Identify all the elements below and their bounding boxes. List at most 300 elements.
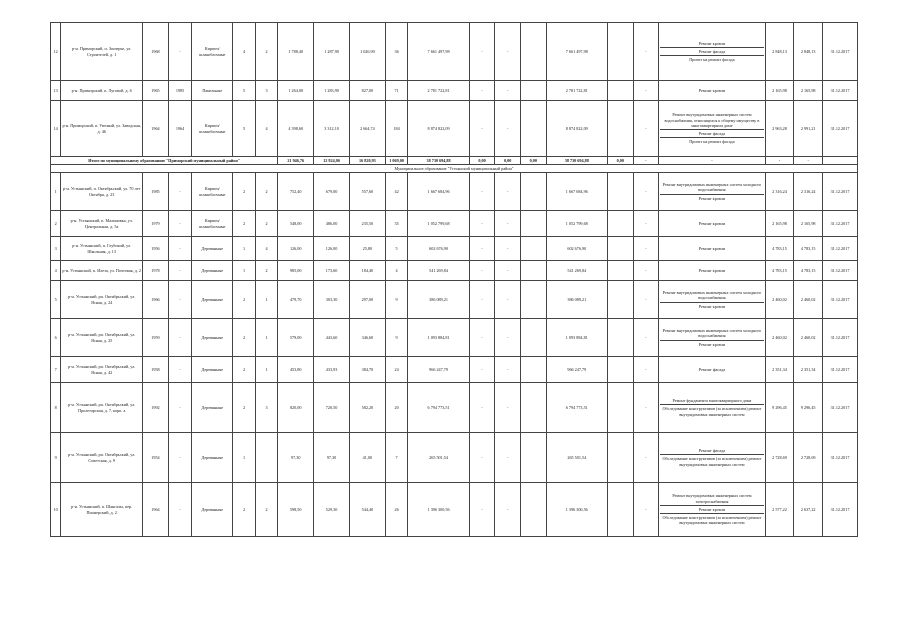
works-list-cell (659, 23, 766, 81)
wall-material-cell: Деревянные (192, 281, 233, 319)
table-body-total (51, 157, 858, 173)
fund-owners-cell: 2 781 722,81 (546, 81, 607, 101)
row-number: 14 (51, 101, 61, 157)
repair-cost-cell: 602 676,90 (408, 237, 469, 261)
fund-other-empty-cell (607, 101, 633, 157)
fund-local-cell (520, 319, 546, 357)
table-body-ustyansky (51, 173, 858, 537)
total-area-cell: 752,40 (278, 173, 314, 211)
unit-cost-cell: 2 460,02 (765, 281, 794, 319)
entrances-cell (255, 433, 278, 483)
total-works: - (633, 157, 659, 165)
table-row (51, 23, 858, 81)
max-unit-cost-cell: 2 460,02 (794, 281, 823, 319)
fund-regional-cell: - (495, 81, 521, 101)
fund-regional-cell: - (495, 211, 521, 237)
total-area-1: 21 946,76 (278, 157, 314, 165)
address-cell: р-н. Устьянский, п. Глубокий, ул. Школьная, д. 13 (61, 237, 143, 261)
completion-date-cell: 31.12.2017 (823, 261, 858, 281)
unit-cost-cell: 4 783,15 (765, 237, 794, 261)
address-cell: р-н. Приморский, п. Уютный, ул. Заводская, д. 46 (61, 101, 143, 157)
owned-area-cell: 184,40 (349, 261, 385, 281)
fund-federal-cell: - (469, 101, 495, 157)
floors-cell: 2 (233, 173, 256, 211)
fund-other-empty-cell (607, 357, 633, 383)
build-year-cell: 1968 (143, 23, 169, 81)
completion-date-cell: 31.12.2017 (823, 483, 858, 537)
unit-cost-cell: 2 316,24 (765, 173, 794, 211)
build-year-cell: 1956 (143, 237, 169, 261)
total-unit-cost-2: - (765, 157, 794, 165)
residents-cell: 71 (385, 81, 408, 101)
table-row (51, 173, 858, 211)
unit-cost-cell: 2 351,34 (765, 357, 794, 383)
total-fund-4: 38 730 694,88 (546, 157, 607, 165)
max-unit-cost-cell: 2 165,98 (794, 81, 823, 101)
living-area-cell: 720,50 (314, 383, 350, 433)
work-item: Ремонт кровли (698, 245, 726, 251)
works-list-cell (659, 319, 766, 357)
total-empty-cell (823, 157, 858, 165)
municipality-header-row (51, 165, 858, 173)
total-area-cell: 97,30 (278, 433, 314, 483)
fund-other-cell: - (633, 211, 659, 237)
total-row (51, 157, 858, 165)
fund-federal-cell: - (469, 281, 495, 319)
completion-date-cell: 31.12.2017 (823, 81, 858, 101)
owned-area-cell: 582,20 (349, 383, 385, 433)
work-item: Обследование конструктивов (за исключением) ремонт внутридомовых инженерных систем (660, 454, 764, 468)
total-area-cell: 4 398,60 (278, 101, 314, 157)
fund-local-cell (520, 23, 546, 81)
entrances-cell: 2 (255, 23, 278, 81)
total-area-cell: 453,80 (278, 357, 314, 383)
unit-cost-cell: 2 963,28 (765, 101, 794, 157)
fund-regional-cell: - (495, 101, 521, 157)
completion-date-cell: 31.12.2017 (823, 281, 858, 319)
entrances-cell: 1 (255, 319, 278, 357)
build-year-cell: 1979 (143, 211, 169, 237)
work-item: Ремонт внутридомовых инженерных систем холодного водоснабжения (662, 290, 762, 301)
fund-regional-cell: - (495, 173, 521, 211)
residents-cell: 20 (385, 383, 408, 433)
fund-local-cell (520, 281, 546, 319)
repair-cost-cell: 1 052 799,68 (408, 211, 469, 237)
fund-owners-cell: 1 396 300,56 (546, 483, 607, 537)
living-area-cell: 486,00 (314, 211, 350, 237)
floors-cell: 5 (233, 81, 256, 101)
address-cell: р-н. Устьянский, рп. Октябрьский, ул. Ясная, д. 24 (61, 281, 143, 319)
floors-cell: 2 (233, 483, 256, 537)
fund-federal-cell: - (469, 211, 495, 237)
fund-other-empty-cell (607, 319, 633, 357)
fund-other-cell: - (633, 357, 659, 383)
max-unit-cost-cell: 2 316,24 (794, 173, 823, 211)
fund-other-empty-cell (607, 281, 633, 319)
wall-material-cell: Деревянные (192, 383, 233, 433)
fund-other-empty-cell (607, 261, 633, 281)
table-row (51, 319, 858, 357)
build-year-cell: 1964 (143, 483, 169, 537)
completion-date-cell: 31.12.2017 (823, 173, 858, 211)
repair-cost-cell: 2 781 722,81 (408, 81, 469, 101)
works-list-cell (659, 281, 766, 319)
living-area-cell: 529,30 (314, 483, 350, 537)
owned-area-cell: 557,60 (349, 173, 385, 211)
residents-cell: 9 (385, 281, 408, 319)
capital-repair-register-table (50, 22, 858, 537)
fund-federal-cell: - (469, 483, 495, 537)
completion-date-cell: 31.12.2017 (823, 237, 858, 261)
table-row (51, 101, 858, 157)
build-year-cell: 1985 (143, 173, 169, 211)
wall-material-cell: Кирпич/ шлакоблочные (192, 211, 233, 237)
fund-owners-cell: 7 661 497,98 (546, 23, 607, 81)
floors-cell: 2 (233, 319, 256, 357)
owned-area-cell: 2 664,74 (349, 101, 385, 157)
entrances-cell: 2 (255, 211, 278, 237)
build-year-cell: 1966 (143, 281, 169, 319)
fund-other-cell: - (633, 261, 659, 281)
wall-material-cell: Кирпич/ шлакоблочные (192, 101, 233, 157)
build-year-cell: 1992 (143, 383, 169, 433)
address-cell: р-н. Приморский, п. Луговой, д. 6 (61, 81, 143, 101)
fund-owners-cell: 602 676,90 (546, 237, 607, 261)
total-area-cell: 126,00 (278, 237, 314, 261)
max-unit-cost-cell: 4 783,15 (794, 237, 823, 261)
total-area-cell: 1 788,40 (278, 23, 314, 81)
living-area-cell: 3 312,10 (314, 101, 350, 157)
total-area-cell: 479,70 (278, 281, 314, 319)
works-list-cell (659, 383, 766, 433)
fund-other-cell: - (633, 173, 659, 211)
repair-cost-cell: 8 874 822,09 (408, 101, 469, 157)
total-unit-cost-1: - (659, 157, 766, 165)
living-area-cell: 679,00 (314, 173, 350, 211)
fund-regional-cell: - (495, 23, 521, 81)
work-item: Проект на ремонт фасада (660, 137, 764, 145)
fund-other-empty-cell (607, 23, 633, 81)
total-fund-5: 0,00 (607, 157, 633, 165)
reconstruction-year-cell: - (168, 319, 192, 357)
work-item: Ремонт кровли (698, 87, 726, 93)
reconstruction-year-cell: - (168, 23, 192, 81)
fund-other-empty-cell (607, 173, 633, 211)
completion-date-cell: 31.12.2017 (823, 433, 858, 483)
table-row (51, 383, 858, 433)
entrances-cell: 4 (255, 101, 278, 157)
wall-material-cell: Деревянные (192, 357, 233, 383)
floors-cell: 2 (233, 211, 256, 237)
entrances-cell: 2 (255, 173, 278, 211)
entrances-cell: 4 (255, 237, 278, 261)
wall-material-cell: Кирпич/ шлакоблочные (192, 173, 233, 211)
fund-owners-cell: 1 093 884,81 (546, 319, 607, 357)
living-area-cell: 433,93 (314, 357, 350, 383)
reconstruction-year-cell: - (168, 211, 192, 237)
repair-cost-cell: 966 247,79 (408, 357, 469, 383)
fund-federal-cell: - (469, 357, 495, 383)
reconstruction-year-cell: 1964 (168, 101, 192, 157)
living-area-cell: 1 287,90 (314, 23, 350, 81)
floors-cell: 2 (233, 357, 256, 383)
fund-other-cell: - (633, 433, 659, 483)
fund-other-empty-cell (607, 433, 633, 483)
fund-federal-cell: - (469, 237, 495, 261)
fund-other-empty-cell (607, 211, 633, 237)
repair-cost-cell: 7 661 497,98 (408, 23, 469, 81)
fund-federal-cell: - (469, 81, 495, 101)
work-item: Ремонт кровли (660, 340, 764, 348)
fund-federal-cell: - (469, 173, 495, 211)
row-number: 2 (51, 211, 61, 237)
completion-date-cell: 31.12.2017 (823, 383, 858, 433)
total-area-3: 16 820,93 (349, 157, 385, 165)
unit-cost-cell: 2 728,69 (765, 433, 794, 483)
fund-local-cell (520, 237, 546, 261)
fund-regional-cell: - (495, 357, 521, 383)
floors-cell: 1 (233, 433, 256, 483)
entrances-cell: 2 (255, 261, 278, 281)
reconstruction-year-cell: - (168, 357, 192, 383)
total-area-2: 12 924,06 (314, 157, 350, 165)
fund-other-empty-cell (607, 237, 633, 261)
works-list-cell (659, 173, 766, 211)
work-item: Ремонт внутридомовых инженерных систем холодного водоснабжения (662, 182, 762, 193)
fund-other-cell: - (633, 483, 659, 537)
wall-material-cell: Панельные (192, 81, 233, 101)
max-unit-cost-cell: 2 991,21 (794, 101, 823, 157)
completion-date-cell: 31.12.2017 (823, 101, 858, 157)
fund-other-cell: - (633, 23, 659, 81)
reconstruction-year-cell: 1985 (168, 81, 192, 101)
works-list-cell (659, 357, 766, 383)
residents-cell: 26 (385, 483, 408, 537)
entrances-cell: 3 (255, 383, 278, 433)
work-item: Ремонт фасада (660, 129, 764, 137)
row-number: 7 (51, 357, 61, 383)
works-list-cell (659, 81, 766, 101)
fund-other-cell: - (633, 319, 659, 357)
fund-other-empty-cell (607, 383, 633, 433)
work-item: Ремонт кровли (660, 302, 764, 310)
row-number: 10 (51, 483, 61, 537)
row-number: 5 (51, 281, 61, 319)
wall-material-cell: Деревянные (192, 319, 233, 357)
fund-owners-cell: 6 794 773,51 (546, 383, 607, 433)
repair-cost-cell: 1 093 884,81 (408, 319, 469, 357)
reconstruction-year-cell: - (168, 383, 192, 433)
floors-cell: 2 (233, 281, 256, 319)
row-number: 9 (51, 433, 61, 483)
row-number: 4 (51, 261, 61, 281)
fund-other-empty-cell (607, 483, 633, 537)
fund-other-cell: - (633, 383, 659, 433)
completion-date-cell: 31.12.2017 (823, 319, 858, 357)
row-number: 12 (51, 23, 61, 81)
address-cell: р-н. Устьянский, п. Илеза, ул. Почтовая, д. 2 (61, 261, 143, 281)
reconstruction-year-cell: - (168, 483, 192, 537)
total-area-cell: 820,00 (278, 383, 314, 433)
repair-cost-cell: 6 794 773,51 (408, 383, 469, 433)
wall-material-cell: Деревянные (192, 483, 233, 537)
owned-area-cell: 544,40 (349, 483, 385, 537)
address-cell: р-н. Устьянский, п. Октябрьский, ул. 70 лет Октября, д. 23 (61, 173, 143, 211)
work-item: Ремонт кровли (698, 220, 726, 226)
fund-other-cell: - (633, 81, 659, 101)
repair-cost-cell: 386 089,21 (408, 281, 469, 319)
owned-area-cell: 25,80 (349, 237, 385, 261)
work-item: Ремонт кровли (660, 194, 764, 202)
table-row (51, 433, 858, 483)
table-row (51, 211, 858, 237)
residents-cell: 4 (385, 261, 408, 281)
wall-material-cell: Деревянные (192, 261, 233, 281)
table-row (51, 237, 858, 261)
owned-area-cell: 1 026,90 (349, 23, 385, 81)
total-area-cell: 985,00 (278, 261, 314, 281)
table-row (51, 261, 858, 281)
living-area-cell: 303,30 (314, 281, 350, 319)
fund-local-cell (520, 483, 546, 537)
address-cell: р-н. Устьянский, рп. Октябрьский, ул. Советская, д. 9 (61, 433, 143, 483)
floors-cell: 4 (233, 23, 256, 81)
table-row (51, 81, 858, 101)
fund-other-cell: - (633, 237, 659, 261)
address-cell: р-н. Устьянский, п. Шангалы, пер. Пионерский, д. 2 (61, 483, 143, 537)
total-date: - (794, 157, 823, 165)
fund-owners-cell: 386 089,21 (546, 281, 607, 319)
fund-local-cell (520, 101, 546, 157)
row-number: 13 (51, 81, 61, 101)
table-row (51, 357, 858, 383)
entrances-cell: 2 (255, 483, 278, 537)
reconstruction-year-cell: - (168, 173, 192, 211)
entrances-cell: 3 (255, 81, 278, 101)
row-number: 3 (51, 237, 61, 261)
owned-area-cell: 827,00 (349, 81, 385, 101)
repair-cost-cell: 1 667 684,96 (408, 173, 469, 211)
fund-regional-cell: - (495, 281, 521, 319)
living-area-cell: 97,30 (314, 433, 350, 483)
residents-cell: 24 (385, 357, 408, 383)
fund-local-cell (520, 173, 546, 211)
fund-regional-cell: - (495, 237, 521, 261)
row-number: 1 (51, 173, 61, 211)
works-list-cell (659, 483, 766, 537)
fund-regional-cell: - (495, 319, 521, 357)
floors-cell: 5 (233, 101, 256, 157)
fund-other-empty-cell (607, 81, 633, 101)
total-fund-1: 0,00 (469, 157, 495, 165)
residents-cell: 9 (385, 319, 408, 357)
unit-cost-cell: 2 577,22 (765, 483, 794, 537)
table-row (51, 483, 858, 537)
owned-area-cell: 235,50 (349, 211, 385, 237)
residents-cell: 5 (385, 237, 408, 261)
build-year-cell: 1965 (143, 81, 169, 101)
unit-cost-cell: 2 165,98 (765, 211, 794, 237)
municipality-title: Муниципальное образование "Устьянский муниципальный район" (51, 165, 858, 173)
works-list-cell (659, 261, 766, 281)
max-unit-cost-cell: 2 351,34 (794, 357, 823, 383)
row-number: 8 (51, 383, 61, 433)
work-item: Ремонт внутридомовых инженерных систем электроснабжения (672, 493, 752, 504)
residents-cell: 36 (385, 23, 408, 81)
entrances-cell: 1 (255, 281, 278, 319)
max-unit-cost-cell: 2 728,69 (794, 433, 823, 483)
table-row (51, 281, 858, 319)
build-year-cell: 1958 (143, 357, 169, 383)
total-area-cell: 1 264,00 (278, 81, 314, 101)
max-unit-cost-cell: 2 460,02 (794, 319, 823, 357)
fund-federal-cell: - (469, 433, 495, 483)
unit-cost-cell: 4 783,15 (765, 261, 794, 281)
fund-regional-cell: - (495, 261, 521, 281)
fund-federal-cell: - (469, 319, 495, 357)
fund-regional-cell: - (495, 433, 521, 483)
completion-date-cell: 31.12.2017 (823, 211, 858, 237)
work-item: Ремонт фундамента многоквартирного дома (672, 398, 752, 404)
total-area-cell: 548,00 (278, 211, 314, 237)
fund-local-cell (520, 211, 546, 237)
fund-local-cell (520, 261, 546, 281)
fund-local-cell (520, 357, 546, 383)
max-unit-cost-cell: 2 165,98 (794, 211, 823, 237)
work-item: Проект на ремонт фасада (660, 55, 764, 63)
total-cost: 38 730 694,88 (408, 157, 469, 165)
reconstruction-year-cell: - (168, 237, 192, 261)
repair-cost-cell: 265 501,54 (408, 433, 469, 483)
residents-cell: 184 (385, 101, 408, 157)
owned-area-cell: 297,00 (349, 281, 385, 319)
repair-cost-cell: 1 396 300,56 (408, 483, 469, 537)
works-list-cell (659, 433, 766, 483)
work-item: Обследование конструктивов (за исключением) ремонт внутридомовых инженерных систем (660, 513, 764, 527)
living-area-cell: 173,60 (314, 261, 350, 281)
wall-material-cell: Деревянные (192, 237, 233, 261)
fund-federal-cell: - (469, 23, 495, 81)
unit-cost-cell: 2 848,13 (765, 23, 794, 81)
build-year-cell: 1978 (143, 261, 169, 281)
work-item: Ремонт кровли (698, 267, 726, 273)
work-item: Обследование конструктивов (за исключением) ремонт внутридомовых инженерных систем (660, 404, 764, 418)
entrances-cell: 1 (255, 357, 278, 383)
work-item: Ремонт кровли (698, 40, 726, 46)
reconstruction-year-cell: - (168, 261, 192, 281)
owned-area-cell: 346,60 (349, 319, 385, 357)
work-item: Ремонт фасада (660, 47, 764, 55)
floors-cell: 1 (233, 237, 256, 261)
address-cell: р-н. Устьянский, п. Малиновка, ул. Центральная, д. 5а (61, 211, 143, 237)
fund-regional-cell: - (495, 483, 521, 537)
reconstruction-year-cell: - (168, 281, 192, 319)
fund-owners-cell: 541 269,84 (546, 261, 607, 281)
reconstruction-year-cell: - (168, 433, 192, 483)
work-item: Ремонт фасада (698, 366, 726, 372)
row-number: 6 (51, 319, 61, 357)
max-unit-cost-cell: 2 637,22 (794, 483, 823, 537)
fund-regional-cell: - (495, 383, 521, 433)
total-fund-3: 0,00 (520, 157, 546, 165)
address-cell: р-н. Устьянский, рп. Октябрьский, ул. Ясная, д. 25 (61, 319, 143, 357)
fund-federal-cell: - (469, 383, 495, 433)
wall-material-cell: Деревянные (192, 433, 233, 483)
max-unit-cost-cell: 2 848,13 (794, 23, 823, 81)
total-area-cell: 579,00 (278, 319, 314, 357)
works-list-cell (659, 101, 766, 157)
address-cell: р-н. Устьянский, рп. Октябрьский, ул. Пролетарская, д. 7, корп. а (61, 383, 143, 433)
